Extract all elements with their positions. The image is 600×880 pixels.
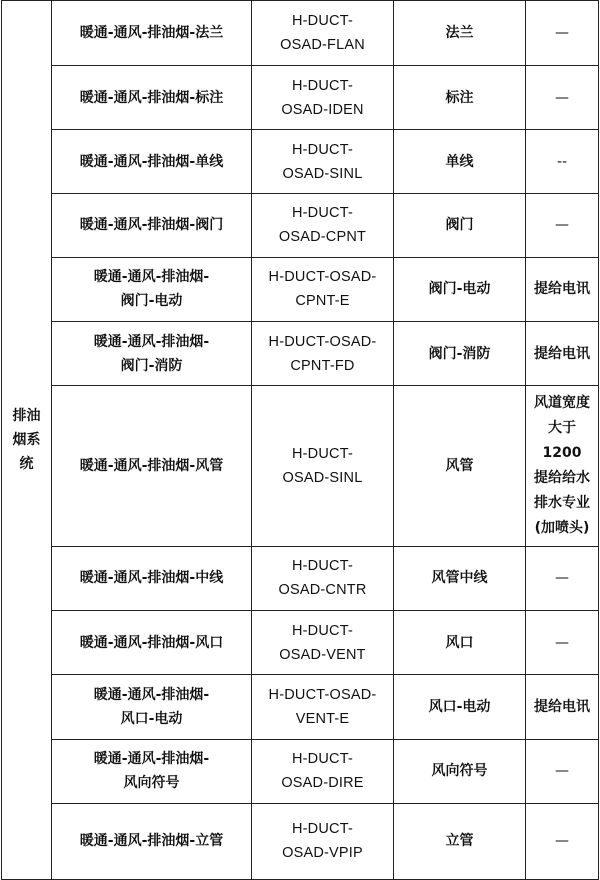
remark-line: 提给电讯 [534,281,590,298]
remark-cell [526,193,599,257]
layer-name-line: 阀门-电动 [120,293,183,310]
remark-line: (加喷头) [534,520,590,537]
layer-code-line: OSAD-IDEN [281,101,364,118]
layer-name-cell [52,66,252,130]
chinese-name-cell: 风管 [394,386,526,547]
remark-line: — [555,25,569,42]
layer-code-cell [252,1,394,66]
layer-name-line: 暖通-通风-排油烟-风口 [79,634,224,651]
group-label-cell [2,1,52,880]
remark-line: 风道宽度 [534,395,590,412]
chinese-name-cell: 阀门 [394,193,526,257]
remark-line: 排水专业 [534,495,590,512]
remark-cell [526,675,599,739]
layer-code-line: OSAD-SINL [282,165,363,182]
table-row [2,675,599,739]
group-label-line: 排油 [12,408,41,424]
layer-name-cell [52,130,252,193]
layer-code-line: H-DUCT- [291,446,353,463]
remark-cell [526,257,599,321]
layer-name-line: 暖通-通风-排油烟-立管 [79,833,224,850]
layer-code-cell [252,546,394,610]
layer-code-cell [252,257,394,321]
chinese-name-cell: 阀门-电动 [394,257,526,321]
layer-name-cell [52,193,252,257]
remark-cell [526,546,599,610]
table-row [2,611,599,675]
layer-name-line: 风向符号 [123,775,180,792]
layer-name-line: 暖通-通风-排油烟- [93,686,210,703]
layer-code-line: H-DUCT-OSAD- [268,269,377,286]
layer-name-line: 暖通-通风-排油烟-中线 [79,570,224,587]
remark-cell [526,803,599,879]
table-row [2,66,599,130]
table-row [2,193,599,257]
group-label-line: 烟系 [12,432,41,448]
layer-code-line: CPNT-E [295,293,350,310]
layer-code-line: OSAD-VENT [279,646,366,663]
layer-name-line: 阀门-消防 [120,357,183,374]
layer-code-line: OSAD-FLAN [280,37,365,54]
chinese-name-cell: 风管中线 [394,546,526,610]
table-row [2,257,599,321]
chinese-name-cell: 立管 [394,803,526,879]
layer-name-cell [52,322,252,386]
remark-line: 大于 1200 [542,420,582,462]
layer-name-line: 暖通-通风-排油烟- [93,751,210,768]
layer-code-line: OSAD-CPNT [278,229,367,246]
layer-name-cell [52,546,252,610]
table-row [2,1,599,66]
layer-spec-table [1,0,599,880]
layer-name-line: 暖通-通风-排油烟-单线 [79,153,224,170]
remark-cell [526,611,599,675]
layer-code-line: OSAD-DIRE [281,775,364,792]
layer-code-cell [252,386,394,547]
layer-code-line: VENT-E [295,710,350,727]
layer-code-line: CPNT-FD [290,357,355,374]
remark-cell [526,130,599,193]
layer-code-cell [252,322,394,386]
layer-name-line: 暖通-通风-排油烟-标注 [79,89,224,106]
layer-code-line: H-DUCT- [291,821,353,838]
layer-code-line: H-DUCT- [291,13,353,30]
layer-code-line: H-DUCT- [291,558,353,575]
layer-code-line: H-DUCT-OSAD- [268,686,377,703]
layer-code-line: OSAD-CNTR [278,582,367,599]
layer-code-line: H-DUCT- [291,622,353,639]
layer-name-cell [52,675,252,739]
remark-line: — [555,570,569,587]
chinese-name-cell: 风口-电动 [394,675,526,739]
layer-code-line: H-DUCT-OSAD- [268,333,377,350]
remark-cell [526,1,599,66]
remark-line: 提给电讯 [534,698,590,715]
chinese-name-cell: 标注 [394,66,526,130]
layer-name-cell [52,257,252,321]
chinese-name-cell: 单线 [394,130,526,193]
layer-name-line: 暖通-通风-排油烟-阀门 [79,217,224,234]
table-row [2,739,599,803]
layer-code-line: H-DUCT- [291,141,353,158]
group-label-line: 统 [19,456,34,472]
layer-code-cell [252,611,394,675]
layer-code-line: OSAD-VPIP [282,845,363,862]
remark-cell [526,739,599,803]
layer-name-cell [52,611,252,675]
remark-line: — [555,89,569,106]
layer-name-cell [52,1,252,66]
layer-name-line: 暖通-通风-排油烟- [93,269,210,286]
layer-code-cell [252,66,394,130]
layer-code-line: H-DUCT- [291,205,353,222]
table-row [2,322,599,386]
remark-line: 提给给水 [534,470,590,487]
layer-code-cell [252,130,394,193]
layer-code-cell [252,193,394,257]
layer-code-cell [252,675,394,739]
chinese-name-cell: 法兰 [394,1,526,66]
layer-code-line: H-DUCT- [291,751,353,768]
table-row [2,803,599,879]
layer-name-line: 暖通-通风-排油烟- [93,333,210,350]
layer-name-line: 暖通-通风-排油烟-法兰 [79,25,224,42]
chinese-name-cell: 阀门-消防 [394,322,526,386]
layer-name-cell [52,386,252,547]
remark-cell [526,322,599,386]
remark-cell [526,66,599,130]
remark-cell [526,386,599,547]
remark-line: — [555,217,569,234]
layer-name-line: 暖通-通风-排油烟-风管 [79,458,224,475]
remark-line: 提给电讯 [534,345,590,362]
table-row [2,546,599,610]
layer-code-line: OSAD-SINL [282,470,363,487]
chinese-name-cell: 风向符号 [394,739,526,803]
layer-code-cell [252,803,394,879]
table-row [2,386,599,547]
table-row [2,130,599,193]
layer-code-line: H-DUCT- [291,77,353,94]
remark-line: — [555,833,569,850]
chinese-name-cell: 风口 [394,611,526,675]
layer-code-cell [252,739,394,803]
remark-line: — [555,763,569,780]
layer-name-cell [52,803,252,879]
table-body [2,1,599,880]
layer-name-cell [52,739,252,803]
remark-line: -- [556,153,568,170]
layer-name-line: 风口-电动 [120,710,183,727]
remark-line: — [555,634,569,651]
